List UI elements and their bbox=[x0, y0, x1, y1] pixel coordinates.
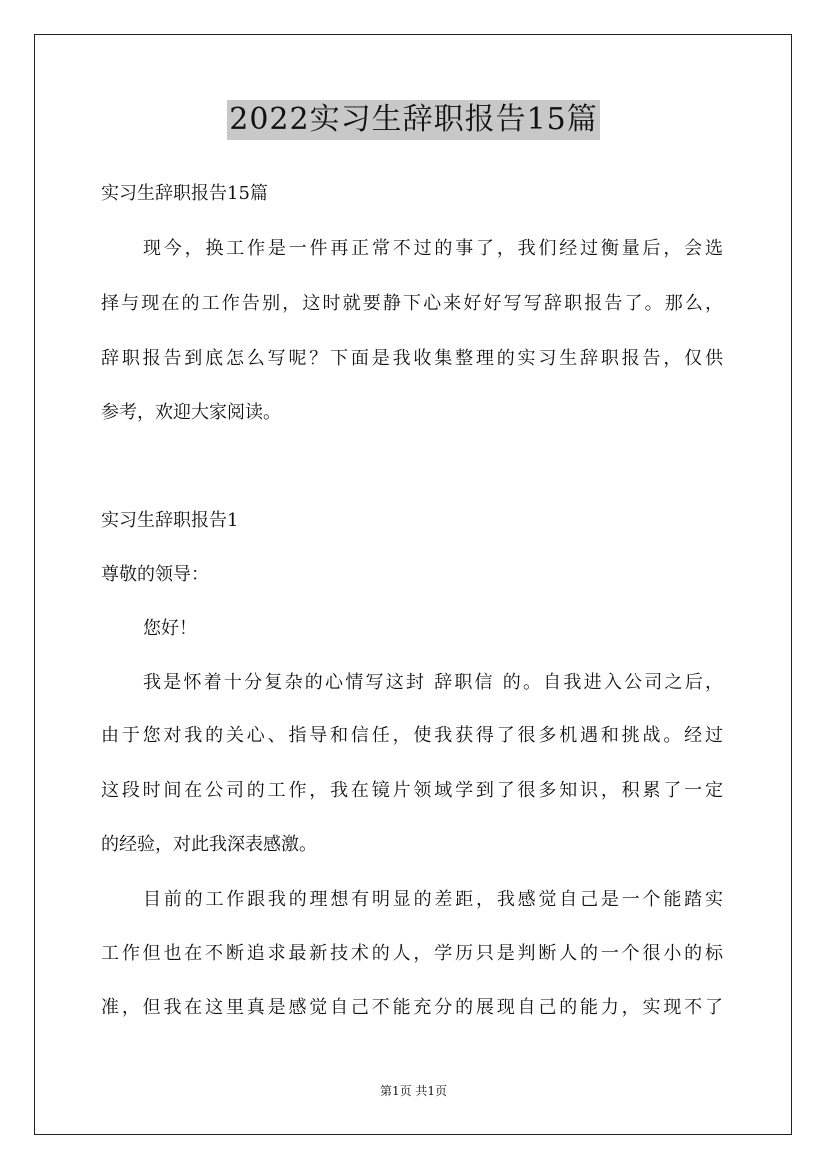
paragraph-line: 我是怀着十分复杂的心情写这封 辞职信 的。自我进入公司之后， bbox=[143, 672, 723, 693]
paragraph-line: 工作但也在不断追求最新技术的人，学历只是判断人的一个很小的标 bbox=[101, 943, 723, 964]
paragraph-line: 的经验，对此我深表感激。 bbox=[101, 834, 317, 855]
intro-line: 辞职报告到底怎么写呢？下面是我收集整理的实习生辞职报告，仅供 bbox=[101, 348, 723, 369]
paragraph-line: 这段时间在公司的工作，我在镜片领域学到了很多知识，积累了一定 bbox=[101, 780, 723, 801]
section-heading: 实习生辞职报告1 bbox=[101, 510, 239, 531]
intro-line: 参考，欢迎大家阅读。 bbox=[101, 402, 281, 423]
greeting: 您好！ bbox=[143, 618, 197, 639]
page-footer: 第1页 共1页 bbox=[379, 1084, 448, 1098]
document-title: 2022实习生辞职报告15篇 bbox=[227, 100, 600, 140]
paragraph-line: 由于您对我的关心、指导和信任，使我获得了很多机遇和挑战。经过 bbox=[101, 725, 723, 746]
intro-line: 择与现在的工作告别，这时就要静下心来好好写写辞职报告了。那么， bbox=[101, 293, 723, 314]
salutation: 尊敬的领导： bbox=[101, 564, 209, 585]
intro-line: 现今，换工作是一件再正常不过的事了，我们经过衡量后，会选 bbox=[143, 238, 723, 259]
title-container bbox=[0, 100, 827, 140]
paragraph-line: 目前的工作跟我的理想有明显的差距，我感觉自己是一个能踏实 bbox=[143, 889, 723, 910]
subtitle: 实习生辞职报告15篇 bbox=[101, 183, 268, 204]
paragraph-line: 准，但我在这里真是感觉自己不能充分的展现自己的能力，实现不了 bbox=[101, 997, 723, 1018]
